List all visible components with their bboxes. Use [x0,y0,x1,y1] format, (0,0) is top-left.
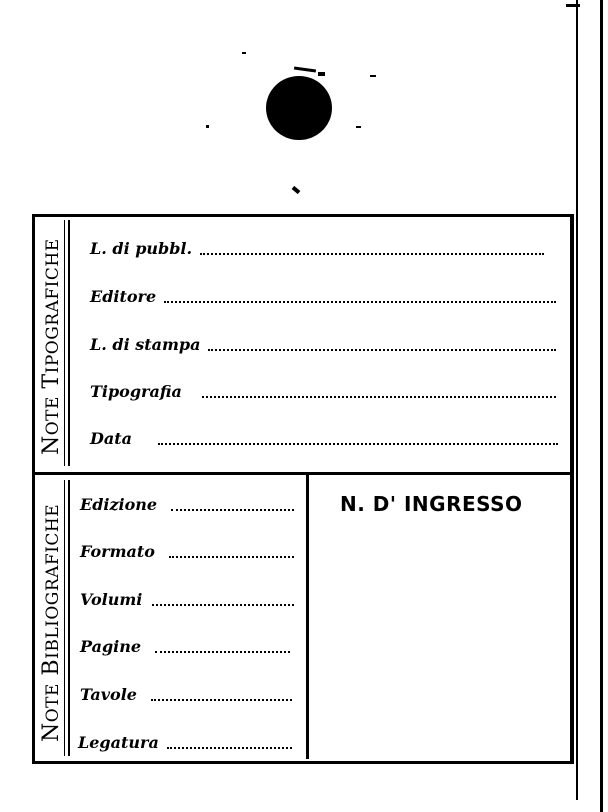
field-volumi[interactable] [80,591,294,609]
speck [356,126,361,128]
punched-hole [266,76,332,140]
field-label: Legatura [78,733,159,752]
section-title-word: BIBLIOGRAFICHE [39,503,64,676]
field-label: Data [90,429,132,448]
fill-line [151,699,292,701]
fill-line [155,651,290,653]
fill-line [152,604,294,606]
section-title-word: NOTE [39,683,64,742]
field-label: L. di pubbl. [90,239,193,258]
field-tavole[interactable] [80,686,292,704]
ingresso-number-label: N. D' INGRESSO [340,492,523,516]
speck [318,72,325,76]
side-rule [68,220,70,466]
scan-edge-line [576,0,578,800]
speck [206,125,209,128]
field-editore[interactable] [90,288,556,306]
fill-line [171,509,294,511]
fill-line [158,443,558,445]
speck [370,75,376,77]
fill-line [169,556,294,558]
section-title-word: TIPOGRAFICHE [39,238,64,389]
field-label: Pagine [80,637,142,656]
field-luogo-stampa[interactable] [90,336,556,354]
speck [292,186,301,194]
scan-edge-mark [566,4,580,7]
fill-line [208,349,556,351]
section-divider [34,472,570,475]
field-label: Volumi [80,590,143,609]
field-data[interactable] [90,430,558,448]
fill-line [167,747,292,749]
field-label: Edizione [80,495,158,514]
field-edizione[interactable] [80,496,294,514]
fill-line [200,253,544,255]
section-title-typographic [39,238,66,455]
section-title-bibliographic [39,504,66,742]
field-legatura[interactable] [78,734,292,752]
column-divider [306,475,309,759]
field-label: L. di stampa [90,335,201,354]
field-label: Tipografia [90,382,182,401]
speck [242,52,246,54]
field-label: Editore [90,287,157,306]
field-formato[interactable] [80,543,294,561]
section-title-word: NOTE [39,396,64,455]
scan-edge-line [600,0,603,812]
field-label: Formato [80,542,155,561]
field-label: Tavole [80,685,137,704]
field-luogo-pubblicazione[interactable] [90,240,544,258]
side-rule [68,480,70,756]
speck [294,66,316,72]
field-tipografia[interactable] [90,383,556,401]
fill-line [202,396,556,398]
fill-line [164,301,556,303]
field-pagine[interactable] [80,638,290,656]
